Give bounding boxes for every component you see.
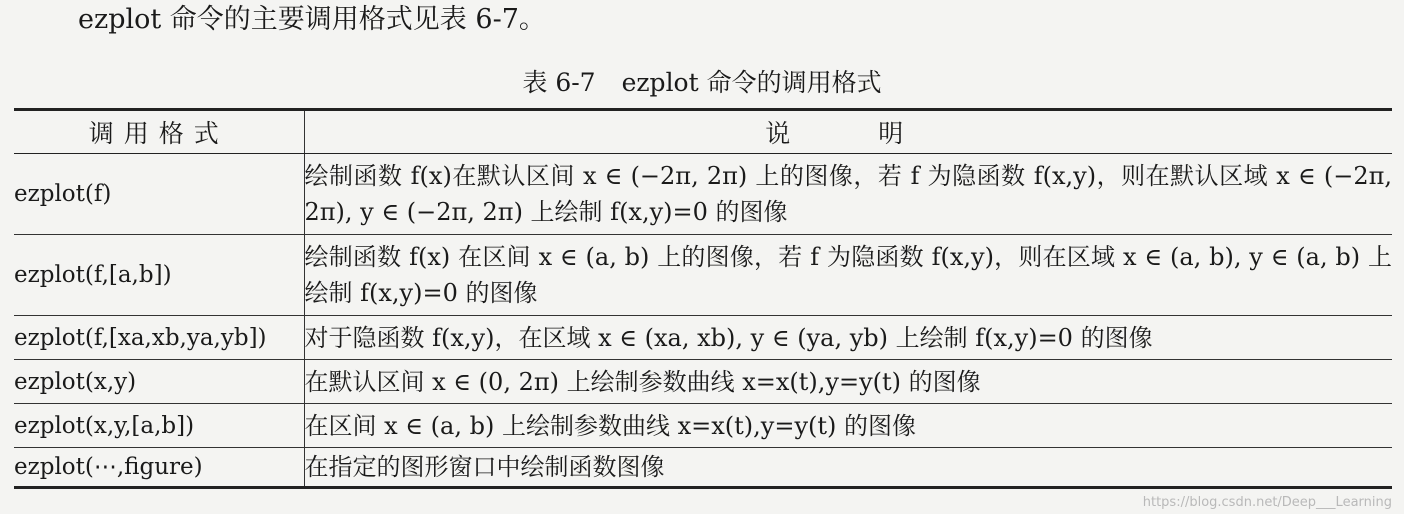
table-header-row (14, 110, 1392, 154)
header-format: 调用格式 (14, 110, 304, 154)
table-row (14, 404, 1392, 448)
table-caption (0, 66, 1404, 100)
row-format: ezplot(f) (14, 154, 304, 235)
row-description: 对于隐函数 f(x,y)，在区域 x ∈ (xa, xb), y ∈ (ya, yb) 上绘制 f(x,y)=0 的图像 (304, 316, 1392, 360)
header-description: 说明 (304, 110, 1392, 154)
row-description: 在默认区间 x ∈ (0, 2π) 上绘制参数曲线 x=x(t),y=y(t) 的图像 (304, 360, 1392, 404)
table-caption-title: ezplot 命令的调用格式 (621, 68, 882, 97)
row-description: 绘制函数 f(x)在默认区间 x ∈ (−2π, 2π) 上的图像，若 f 为隐函数 f(x,y)，则在默认区域 x ∈ (−2π, 2π), y ∈ (−2π, 2π) 上绘制 f(x,y)=0 的图像 (304, 154, 1392, 235)
ezplot-format-table (14, 108, 1392, 489)
row-description: 在指定的图形窗口中绘制函数图像 (304, 448, 1392, 488)
row-format: ezplot(⋯,figure) (14, 448, 304, 488)
intro-paragraph: ezplot 命令的主要调用格式见表 6-7。 (78, 4, 546, 35)
row-format: ezplot(f,[a,b]) (14, 235, 304, 316)
row-description: 在区间 x ∈ (a, b) 上绘制参数曲线 x=x(t),y=y(t) 的图像 (304, 404, 1392, 448)
watermark: https://blog.csdn.net/Deep___Learning (1142, 495, 1392, 510)
table-row (14, 235, 1392, 316)
row-format: ezplot(x,y) (14, 360, 304, 404)
table-row (14, 154, 1392, 235)
table-row (14, 360, 1392, 404)
table-row (14, 448, 1392, 488)
row-format: ezplot(x,y,[a,b]) (14, 404, 304, 448)
table-row (14, 316, 1392, 360)
row-format: ezplot(f,[xa,xb,ya,yb]) (14, 316, 304, 360)
table-caption-number: 表 6-7 (522, 68, 596, 97)
row-description: 绘制函数 f(x) 在区间 x ∈ (a, b) 上的图像，若 f 为隐函数 f(x,y)，则在区域 x ∈ (a, b), y ∈ (a, b) 上绘制 f(x,y)=0 的图像 (304, 235, 1392, 316)
